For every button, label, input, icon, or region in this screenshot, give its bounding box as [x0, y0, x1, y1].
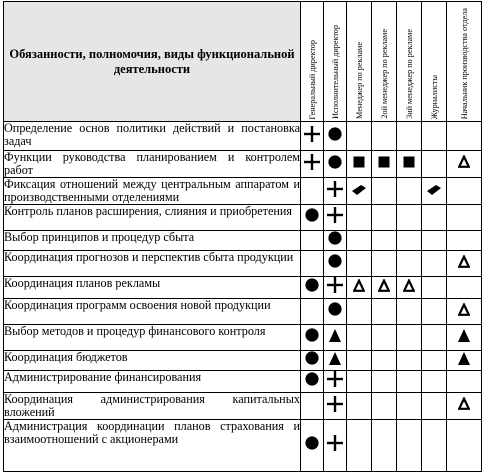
role-cell	[422, 231, 447, 251]
matrix-row	[4, 122, 482, 151]
role-cell	[372, 205, 397, 231]
role-label: 2ой менеджер по рекламе	[379, 29, 389, 119]
role-label: 3ий менеджер по рекламе	[404, 29, 414, 119]
role-cell	[372, 351, 397, 371]
filled-triangle-icon	[329, 352, 341, 365]
role-cell	[397, 393, 422, 420]
task-label: Контроль планов расширения, слияния и приобретения	[4, 204, 293, 218]
role-cell	[397, 231, 422, 251]
role-cell	[372, 122, 397, 151]
role-cell	[347, 371, 372, 393]
role-cell	[447, 178, 482, 205]
role-cell	[301, 122, 324, 151]
role-cell	[324, 393, 347, 420]
role-cell	[447, 251, 482, 277]
filled-circle-icon	[328, 302, 342, 316]
filled-diamond-icon	[352, 185, 366, 195]
role-cell	[301, 325, 324, 351]
plus-icon	[304, 154, 320, 170]
role-cell	[397, 325, 422, 351]
filled-circle-icon	[328, 127, 342, 141]
role-cell	[447, 299, 482, 325]
open-triangle-icon	[458, 155, 470, 168]
role-cell	[324, 151, 347, 178]
filled-triangle-icon	[329, 329, 341, 342]
role-cell	[324, 299, 347, 325]
task-cell	[4, 178, 301, 205]
role-cell	[422, 351, 447, 371]
role-header-ad-manager-3	[397, 2, 422, 122]
task-cell	[4, 351, 301, 371]
filled-circle-icon	[305, 372, 319, 386]
task-label: Фиксация отношений между центральным аппаратом и производственными отделениями	[4, 177, 300, 204]
role-cell	[447, 325, 482, 351]
role-cell	[422, 277, 447, 299]
role-cell	[301, 178, 324, 205]
filled-circle-icon	[328, 155, 342, 169]
role-header-general-director	[301, 2, 324, 122]
matrix-title: Обязанности, полномочия, виды функциональной деятельности	[4, 2, 301, 122]
filled-square-icon	[353, 156, 365, 168]
task-cell	[4, 251, 301, 277]
role-cell	[447, 351, 482, 371]
task-cell	[4, 393, 301, 420]
role-cell	[422, 122, 447, 151]
matrix-body	[4, 122, 482, 472]
role-cell	[447, 420, 482, 472]
matrix-row	[4, 277, 482, 299]
filled-circle-icon	[305, 436, 319, 450]
role-cell	[397, 122, 422, 151]
role-cell	[301, 251, 324, 277]
matrix-row	[4, 299, 482, 325]
role-cell	[347, 251, 372, 277]
plus-icon	[327, 181, 343, 197]
task-cell	[4, 371, 301, 393]
role-cell	[372, 231, 397, 251]
role-cell	[422, 151, 447, 178]
matrix-row	[4, 178, 482, 205]
role-cell	[447, 151, 482, 178]
role-cell	[422, 420, 447, 472]
role-cell	[447, 371, 482, 393]
role-cell	[397, 299, 422, 325]
filled-circle-icon	[305, 208, 319, 222]
task-label: Координация программ освоения новой продукции	[4, 298, 271, 312]
role-header-journalists	[422, 2, 447, 122]
role-label: Генеральный директор	[307, 39, 317, 119]
role-cell	[347, 122, 372, 151]
role-cell	[301, 351, 324, 371]
open-triangle-icon	[458, 303, 470, 316]
plus-icon	[327, 435, 343, 451]
filled-diamond-icon	[427, 185, 441, 195]
matrix-row	[4, 393, 482, 420]
task-label: Выбор методов и процедур финансового контроля	[4, 324, 266, 338]
open-triangle-icon	[458, 397, 470, 410]
role-cell	[372, 325, 397, 351]
role-cell	[301, 205, 324, 231]
matrix-row	[4, 420, 482, 472]
role-cell	[301, 393, 324, 420]
role-cell	[397, 151, 422, 178]
matrix-row	[4, 325, 482, 351]
role-header-production-head	[447, 2, 482, 122]
role-cell	[324, 371, 347, 393]
role-cell	[397, 178, 422, 205]
header-row	[4, 2, 482, 122]
role-cell	[347, 151, 372, 178]
filled-circle-icon	[305, 328, 319, 342]
role-cell	[324, 420, 347, 472]
role-cell	[347, 299, 372, 325]
role-cell	[301, 371, 324, 393]
role-cell	[447, 122, 482, 151]
role-cell	[422, 371, 447, 393]
role-cell	[347, 351, 372, 371]
role-cell	[447, 393, 482, 420]
role-header-ad-manager-2	[372, 2, 397, 122]
role-cell	[301, 231, 324, 251]
task-label: Функции руководства планированием и контролем работ	[4, 150, 300, 177]
task-cell	[4, 122, 301, 151]
role-cell	[422, 251, 447, 277]
role-cell	[347, 277, 372, 299]
role-cell	[447, 277, 482, 299]
plus-icon	[327, 371, 343, 387]
matrix-row	[4, 205, 482, 231]
task-label: Координация администрирования капитальных вложений	[4, 392, 300, 419]
plus-icon	[327, 207, 343, 223]
plus-icon	[327, 396, 343, 412]
role-cell	[372, 393, 397, 420]
open-triangle-icon	[458, 255, 470, 268]
role-cell	[372, 251, 397, 277]
role-label: Исполнительный директор	[330, 25, 340, 119]
role-cell	[372, 277, 397, 299]
role-cell	[372, 371, 397, 393]
role-cell	[324, 231, 347, 251]
role-cell	[324, 325, 347, 351]
filled-triangle-icon	[458, 352, 470, 365]
filled-circle-icon	[305, 351, 319, 365]
role-label: Начальник производства отдела	[459, 7, 469, 119]
responsibility-matrix-table	[3, 1, 482, 472]
task-label: Координация прогнозов и перспектив сбыта продукции	[4, 250, 294, 264]
role-cell	[347, 178, 372, 205]
role-cell	[347, 393, 372, 420]
matrix-row	[4, 371, 482, 393]
role-cell	[301, 420, 324, 472]
open-triangle-icon	[353, 279, 365, 292]
task-cell	[4, 231, 301, 251]
role-cell	[372, 299, 397, 325]
matrix-row	[4, 151, 482, 178]
open-triangle-icon	[403, 279, 415, 292]
role-cell	[372, 151, 397, 178]
role-cell	[347, 420, 372, 472]
role-cell	[422, 178, 447, 205]
filled-circle-icon	[305, 278, 319, 292]
filled-circle-icon	[328, 231, 342, 245]
role-cell	[422, 205, 447, 231]
role-cell	[324, 178, 347, 205]
task-label: Координация планов рекламы	[4, 276, 161, 290]
role-label: Менеджер по рекламе	[354, 42, 364, 119]
role-label: Журналисты	[429, 74, 439, 119]
role-cell	[397, 371, 422, 393]
plus-icon	[327, 277, 343, 293]
role-cell	[447, 205, 482, 231]
filled-square-icon	[403, 156, 415, 168]
role-header-ad-manager	[347, 2, 372, 122]
role-cell	[347, 325, 372, 351]
role-cell	[397, 251, 422, 277]
plus-icon	[304, 126, 320, 142]
role-cell	[372, 178, 397, 205]
task-label: Определение основ политики действий и постановка задач	[4, 121, 300, 148]
role-cell	[301, 299, 324, 325]
role-cell	[422, 393, 447, 420]
task-label: Координация бюджетов	[4, 350, 128, 364]
role-cell	[397, 277, 422, 299]
role-cell	[301, 277, 324, 299]
role-cell	[324, 277, 347, 299]
role-cell	[324, 351, 347, 371]
role-cell	[372, 420, 397, 472]
task-cell	[4, 151, 301, 178]
task-cell	[4, 205, 301, 231]
matrix-row	[4, 251, 482, 277]
task-label: Администрация координации планов страхования и взаимоотношений с акционерами	[4, 419, 300, 446]
role-cell	[397, 351, 422, 371]
role-cell	[422, 299, 447, 325]
filled-triangle-icon	[458, 329, 470, 342]
task-cell	[4, 277, 301, 299]
task-label: Выбор принципов и процедур сбыта	[4, 230, 195, 244]
role-header-executive-director	[324, 2, 347, 122]
role-cell	[397, 420, 422, 472]
role-cell	[301, 151, 324, 178]
task-cell	[4, 325, 301, 351]
task-cell	[4, 299, 301, 325]
role-cell	[447, 231, 482, 251]
role-cell	[397, 205, 422, 231]
role-cell	[324, 205, 347, 231]
filled-circle-icon	[328, 254, 342, 268]
matrix-row	[4, 351, 482, 371]
role-cell	[324, 122, 347, 151]
role-cell	[422, 325, 447, 351]
filled-square-icon	[378, 156, 390, 168]
matrix-row	[4, 231, 482, 251]
task-cell	[4, 420, 301, 472]
role-cell	[347, 231, 372, 251]
task-label: Администрирование финансирования	[4, 370, 202, 384]
open-triangle-icon	[378, 279, 390, 292]
role-cell	[347, 205, 372, 231]
role-cell	[324, 251, 347, 277]
